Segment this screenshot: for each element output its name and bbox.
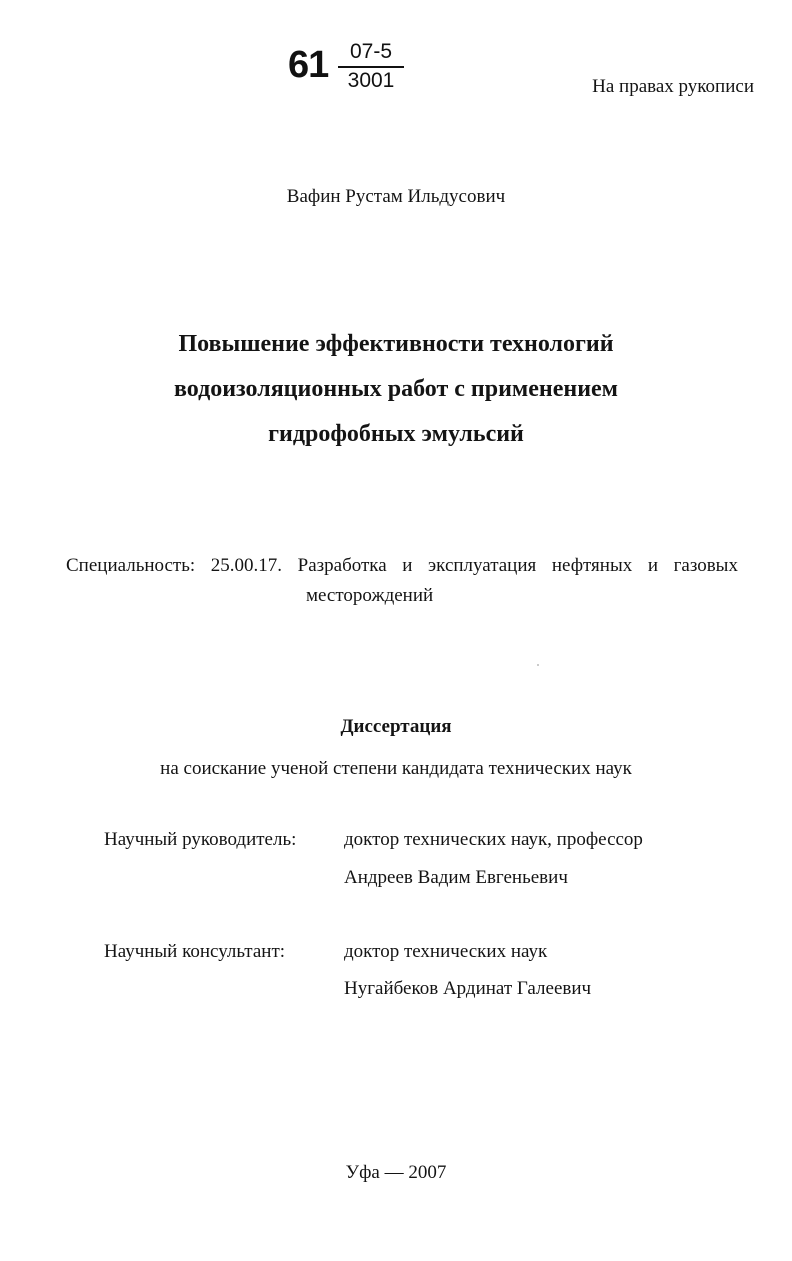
specialty-word: и — [647, 555, 658, 576]
title-line: гидрофобных эмульсий — [268, 421, 524, 447]
supervisor-name: Андреев Вадим Евгеньевич — [344, 867, 568, 888]
stamp-fraction — [338, 40, 404, 93]
title-line: водоизоляционных работ с применением — [173, 376, 619, 402]
specialty-word: Специальность: — [66, 555, 196, 576]
degree-line: на соискание ученой степени кандидата технических наук — [160, 758, 632, 779]
specialty-block — [66, 555, 738, 607]
rights-note: На правах рукописи — [592, 76, 754, 97]
stamp-numerator: 07-5 — [349, 40, 393, 63]
consultant-role: Научный консультант: — [104, 941, 286, 962]
place-and-year: Уфа — 2007 — [345, 1162, 447, 1183]
specialty-word: Разработка — [297, 555, 387, 576]
scan-speck — [537, 664, 539, 666]
specialty-word: газовых — [673, 555, 738, 576]
specialty-word: нефтяных — [551, 555, 633, 576]
specialty-continuation: месторождений — [306, 585, 434, 606]
stamp-number: 61 — [288, 44, 329, 86]
title-line: Повышение эффективности технологий — [178, 331, 614, 357]
stamp-denominator: 3001 — [347, 69, 395, 92]
specialty-word: эксплуатация — [428, 555, 537, 576]
thesis-title — [0, 322, 792, 457]
consultant-title: доктор технических наук — [344, 941, 548, 962]
specialty-line — [66, 555, 738, 577]
specialty-word: 25.00.17. — [210, 555, 283, 576]
author-name: Вафин Рустам Ильдусович — [286, 186, 506, 207]
stamp-fraction-bar — [338, 66, 404, 68]
consultant-name: Нугайбеков Ардинат Галеевич — [344, 978, 592, 999]
supervisor-title: доктор технических наук, профессор — [344, 829, 643, 850]
specialty-word: и — [402, 555, 413, 576]
work-type: Диссертация — [340, 716, 452, 737]
supervisor-role: Научный руководитель: — [104, 829, 297, 850]
